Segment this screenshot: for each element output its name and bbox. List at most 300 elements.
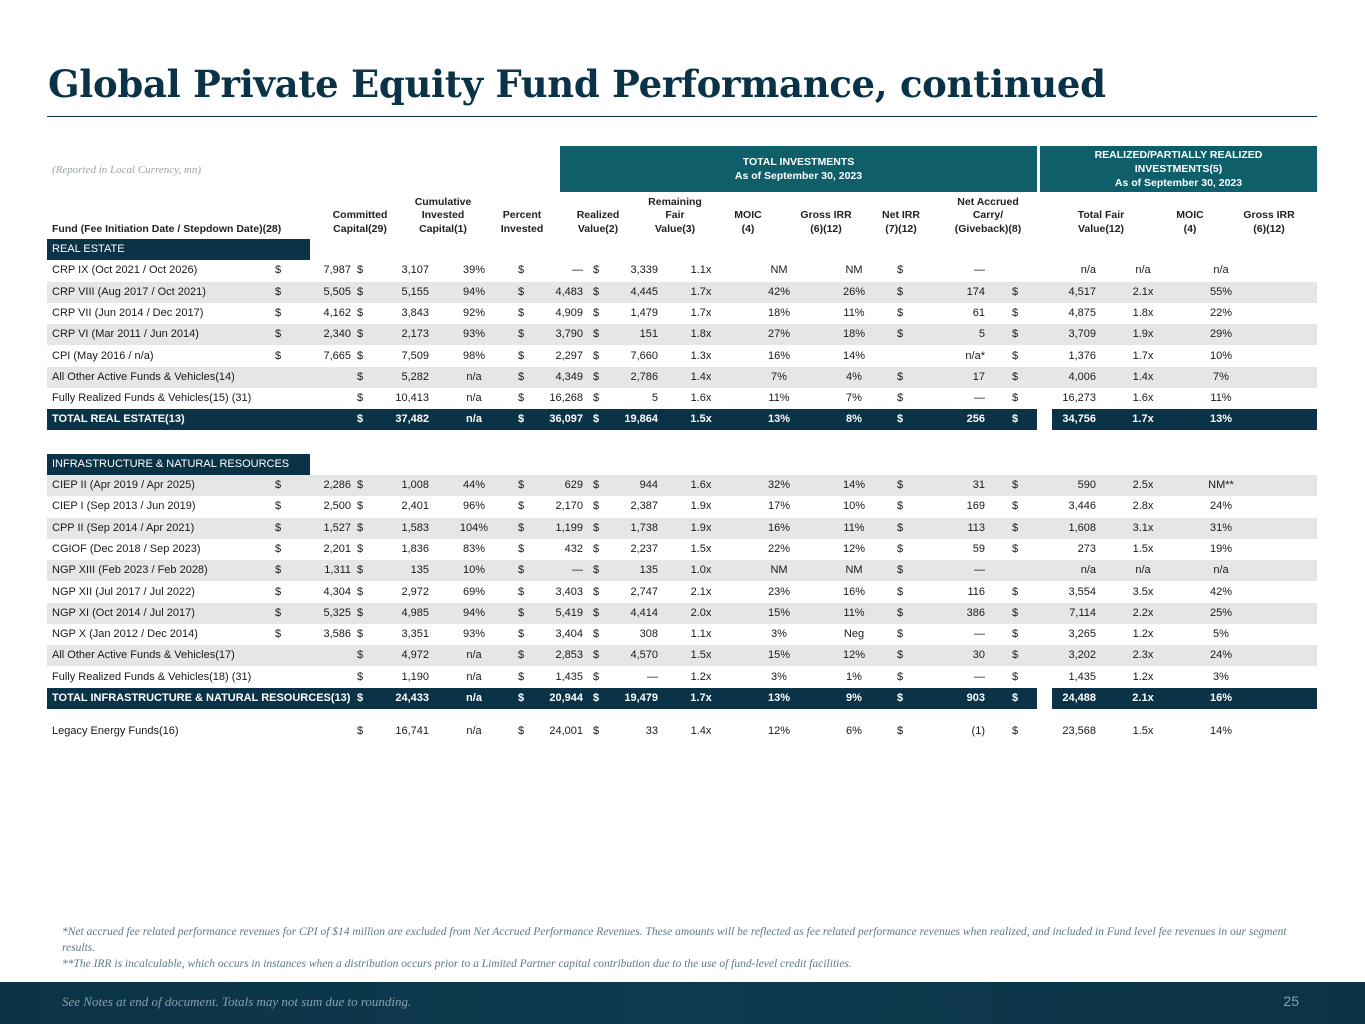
- dollar-sign: $: [357, 628, 364, 641]
- table-row: [47, 303, 1317, 324]
- value-cell: n/a: [466, 725, 482, 738]
- value-cell: 308: [639, 628, 658, 641]
- column-header: [404, 194, 482, 236]
- dollar-sign: $: [518, 606, 525, 619]
- value-cell: 2.2x: [1132, 606, 1154, 619]
- value-cell: 24,001: [549, 725, 583, 738]
- value-cell: 7%: [1213, 370, 1229, 383]
- value-cell: 3,202: [1068, 649, 1096, 662]
- value-cell: 2.0x: [690, 606, 712, 619]
- dollar-sign: $: [357, 649, 364, 662]
- value-cell: 19,479: [624, 692, 658, 704]
- column-header: [1055, 194, 1147, 236]
- value-cell: 3,843: [401, 306, 429, 319]
- dollar-sign: $: [593, 606, 600, 619]
- value-cell: 2,747: [630, 585, 658, 598]
- value-cell: NM: [770, 564, 788, 577]
- value-cell: 4,349: [555, 370, 583, 383]
- value-cell: —: [974, 392, 985, 405]
- page-title: Global Private Equity Fund Performance, continued: [48, 62, 1106, 106]
- fund-name: NGP XII (Jul 2017 / Jul 2022): [52, 585, 195, 598]
- dollar-sign: $: [897, 413, 904, 426]
- value-cell: 94%: [462, 606, 486, 619]
- value-cell: 4,414: [630, 606, 658, 619]
- dollar-sign: $: [357, 306, 364, 319]
- dollar-sign: $: [593, 264, 600, 277]
- value-cell: 34,756: [1062, 413, 1096, 426]
- dollar-sign: $: [897, 479, 904, 491]
- value-cell: n/a: [1080, 264, 1096, 277]
- value-cell: 2,500: [323, 500, 351, 513]
- value-cell: 1,836: [401, 542, 429, 555]
- dollar-sign: $: [897, 370, 904, 383]
- column-header-line: Gross IRR: [800, 209, 852, 221]
- section-header: [47, 454, 310, 475]
- fund-name: CRP VII (Jun 2014 / Dec 2017): [52, 306, 204, 319]
- value-cell: 3,554: [1068, 585, 1096, 598]
- value-cell: 2.1x: [1132, 285, 1154, 298]
- table-row: [47, 475, 1317, 496]
- value-cell: 92%: [462, 306, 486, 319]
- fund-name: CRP VI (Mar 2011 / Jun 2014): [52, 328, 199, 341]
- dollar-sign: $: [357, 413, 364, 426]
- dollar-sign: $: [357, 392, 364, 405]
- fund-name: REAL ESTATE: [52, 243, 125, 255]
- column-header: [565, 194, 631, 236]
- dollar-sign: $: [593, 479, 600, 491]
- dollar-sign: $: [1012, 585, 1019, 598]
- column-header: [322, 194, 398, 236]
- value-cell: 4,483: [555, 285, 583, 298]
- value-cell: —: [974, 564, 985, 577]
- value-cell: 7,114: [1069, 606, 1096, 619]
- value-cell: 7,665: [323, 349, 351, 362]
- value-cell: 1.7x: [690, 285, 712, 298]
- value-cell: 20,944: [549, 692, 583, 704]
- value-cell: 1.7x: [1132, 349, 1154, 362]
- value-cell: n/a: [1080, 564, 1096, 577]
- dollar-sign: $: [357, 370, 364, 383]
- dollar-sign: $: [1012, 670, 1019, 683]
- dollar-sign: $: [1012, 725, 1019, 738]
- value-cell: —: [572, 564, 583, 577]
- dollar-sign: $: [593, 542, 600, 555]
- fund-name: Fully Realized Funds & Vehicles(18) (31): [52, 670, 252, 683]
- value-cell: 13%: [1209, 413, 1233, 426]
- dollar-sign: $: [1012, 500, 1019, 513]
- value-cell: 9%: [846, 692, 862, 704]
- value-cell: 3%: [771, 628, 787, 641]
- column-header-line: Invested: [500, 222, 544, 235]
- dollar-sign: $: [593, 328, 600, 341]
- value-cell: 13%: [767, 692, 791, 704]
- value-cell: 96%: [462, 500, 486, 513]
- dollar-sign: $: [897, 500, 904, 513]
- column-header-line: Capital(1): [419, 222, 467, 235]
- value-cell: 5: [651, 392, 658, 405]
- value-cell: 1.5x: [690, 649, 712, 662]
- value-cell: 7,987: [323, 264, 351, 277]
- value-cell: 4,972: [401, 649, 429, 662]
- dollar-sign: $: [593, 649, 600, 662]
- table-row: [47, 367, 1317, 388]
- dollar-sign: $: [518, 521, 525, 534]
- value-cell: 59: [972, 542, 985, 555]
- value-cell: 3.1x: [1132, 521, 1154, 534]
- value-cell: 5%: [1213, 628, 1229, 641]
- dollar-sign: $: [593, 521, 600, 534]
- value-cell: 7%: [771, 370, 787, 383]
- value-cell: 24,488: [1062, 692, 1096, 704]
- value-cell: 10%: [1209, 349, 1233, 362]
- value-cell: 14%: [842, 349, 866, 362]
- value-cell: (1): [971, 725, 985, 738]
- dollar-sign: $: [357, 285, 364, 298]
- dollar-sign: $: [518, 413, 525, 426]
- value-cell: 1.7x: [1132, 413, 1154, 426]
- value-cell: 3%: [771, 670, 787, 683]
- value-cell: 151: [639, 328, 658, 341]
- fund-name: CRP IX (Oct 2021 / Oct 2026): [52, 264, 198, 277]
- dollar-sign: $: [593, 500, 600, 513]
- value-cell: 31%: [1209, 521, 1233, 534]
- value-cell: 98%: [462, 349, 486, 362]
- value-cell: 19%: [1209, 542, 1233, 555]
- value-cell: 4,875: [1068, 306, 1096, 319]
- value-cell: n/a: [1213, 264, 1229, 277]
- dollar-sign: $: [357, 328, 364, 341]
- dollar-sign: $: [357, 500, 364, 513]
- dollar-sign: $: [275, 479, 282, 491]
- value-cell: 2,972: [401, 585, 429, 598]
- table-row: [47, 324, 1317, 345]
- value-cell: 135: [639, 564, 658, 577]
- value-cell: 1.6x: [690, 392, 712, 405]
- dollar-sign: $: [897, 628, 904, 641]
- column-header-line: (6)(12): [1253, 222, 1285, 235]
- value-cell: 4,909: [555, 306, 583, 319]
- value-cell: n/a: [1135, 264, 1151, 277]
- column-header-line: Fund (Fee Initiation Date / Stepdown Date)(28): [52, 222, 282, 235]
- fund-name: CRP VIII (Aug 2017 / Oct 2021): [52, 285, 206, 298]
- dollar-sign: $: [897, 264, 904, 277]
- dollar-sign: $: [1012, 413, 1019, 426]
- dollar-sign: $: [897, 285, 904, 298]
- dollar-sign: $: [357, 692, 364, 704]
- value-cell: 83%: [462, 542, 486, 555]
- column-header: [497, 194, 547, 236]
- dollar-sign: $: [357, 349, 364, 362]
- value-cell: 3,351: [401, 628, 429, 641]
- value-cell: 39%: [462, 264, 486, 277]
- dollar-sign: $: [357, 564, 364, 577]
- value-cell: 5,282: [401, 370, 429, 383]
- value-cell: 4,006: [1068, 370, 1096, 383]
- value-cell: 17: [972, 370, 985, 383]
- column-header-line: Net IRR: [882, 209, 920, 221]
- value-cell: 1.2x: [1132, 628, 1154, 641]
- dollar-sign: $: [897, 328, 904, 341]
- value-cell: 2.8x: [1132, 500, 1154, 513]
- column-header-line: Net Accrued: [957, 195, 1019, 208]
- value-cell: 61: [972, 306, 985, 319]
- value-cell: 27%: [767, 328, 791, 341]
- value-cell: 1,008: [401, 479, 429, 491]
- dollar-sign: $: [1012, 306, 1019, 319]
- dollar-sign: $: [275, 564, 282, 577]
- dollar-sign: $: [593, 285, 600, 298]
- dollar-sign: $: [518, 392, 525, 405]
- dollar-sign: $: [593, 349, 600, 362]
- group-title: TOTAL INVESTMENTS: [742, 156, 855, 168]
- dollar-sign: $: [1012, 692, 1019, 704]
- value-cell: 23,568: [1062, 725, 1096, 738]
- column-header-line: Value(2): [577, 222, 619, 235]
- value-cell: 33: [645, 725, 658, 738]
- value-cell: 16%: [767, 349, 791, 362]
- units-note: (Reported in Local Currency, mn): [52, 164, 201, 176]
- value-cell: 42%: [767, 285, 791, 298]
- value-cell: 2,297: [555, 349, 583, 362]
- value-cell: 55%: [1209, 285, 1233, 298]
- dollar-sign: $: [518, 670, 525, 683]
- value-cell: 5,325: [323, 606, 351, 619]
- value-cell: 1.3x: [690, 349, 712, 362]
- column-header-line: Realized: [576, 209, 620, 221]
- group-header-realized: [1040, 146, 1317, 192]
- dollar-sign: $: [1012, 628, 1019, 641]
- value-cell: 944: [639, 479, 658, 491]
- column-header-line: (7)(12): [885, 222, 917, 235]
- dollar-sign: $: [275, 606, 282, 619]
- dollar-sign: $: [593, 564, 600, 577]
- value-cell: 16,273: [1062, 392, 1096, 405]
- group-header-total-investments: [560, 146, 1037, 192]
- value-cell: 1,527: [323, 521, 351, 534]
- dollar-sign: $: [518, 349, 525, 362]
- value-cell: 1.1x: [690, 264, 712, 277]
- value-cell: 16%: [1209, 692, 1233, 704]
- dollar-sign: $: [357, 606, 364, 619]
- value-cell: 10%: [842, 500, 866, 513]
- column-header-line: Remaining: [648, 195, 702, 208]
- value-cell: 2.5x: [1132, 479, 1154, 491]
- dollar-sign: $: [275, 328, 282, 341]
- value-cell: 903: [966, 692, 985, 704]
- value-cell: 5,419: [555, 606, 583, 619]
- value-cell: 5,155: [401, 285, 429, 298]
- value-cell: —: [974, 628, 985, 641]
- group-title: REALIZED/PARTIALLY REALIZED: [1094, 149, 1263, 161]
- column-header-line: Capital(29): [333, 222, 387, 235]
- value-cell: 32%: [767, 479, 791, 491]
- column-header: [872, 194, 930, 236]
- dollar-sign: $: [1012, 479, 1019, 491]
- value-cell: 2,401: [401, 500, 429, 513]
- value-cell: 4,162: [323, 306, 351, 319]
- value-cell: 1.1x: [690, 628, 712, 641]
- dollar-sign: $: [275, 628, 282, 641]
- value-cell: 10,413: [395, 392, 429, 405]
- dollar-sign: $: [518, 692, 525, 704]
- value-cell: 273: [1077, 542, 1096, 555]
- title-divider: [47, 116, 1317, 117]
- value-cell: n/a: [1213, 564, 1229, 577]
- value-cell: 1.9x: [690, 500, 712, 513]
- column-header-line: Invested: [421, 209, 465, 221]
- value-cell: 135: [410, 564, 429, 577]
- fund-name: TOTAL INFRASTRUCTURE & NATURAL RESOURCES(13): [52, 692, 351, 704]
- value-cell: 3,403: [555, 585, 583, 598]
- column-header-line: MOIC: [734, 209, 762, 221]
- column-header-line: (Giveback)(8): [954, 222, 1022, 235]
- value-cell: 4,445: [630, 285, 658, 298]
- value-cell: 3%: [1213, 670, 1229, 683]
- value-cell: 1.2x: [690, 670, 712, 683]
- value-cell: 1,435: [555, 670, 583, 683]
- dollar-sign: $: [1012, 349, 1019, 362]
- page-number: 25: [1283, 993, 1299, 1009]
- value-cell: 12%: [842, 542, 866, 555]
- value-cell: 12%: [767, 725, 791, 738]
- value-cell: 1.8x: [1132, 306, 1154, 319]
- dollar-sign: $: [593, 725, 600, 738]
- table-row: [47, 282, 1317, 303]
- dollar-sign: $: [1012, 328, 1019, 341]
- table-row: [47, 721, 1317, 742]
- dollar-sign: $: [593, 692, 600, 704]
- value-cell: 3,107: [401, 264, 429, 277]
- dollar-sign: $: [518, 370, 525, 383]
- value-cell: 94%: [462, 285, 486, 298]
- value-cell: 11%: [843, 306, 865, 319]
- dollar-sign: $: [593, 392, 600, 405]
- value-cell: 2,786: [630, 370, 658, 383]
- table-row: [47, 260, 1317, 281]
- value-cell: 19,864: [624, 413, 658, 426]
- dollar-sign: $: [897, 542, 904, 555]
- dollar-sign: $: [518, 500, 525, 513]
- dollar-sign: $: [897, 392, 904, 405]
- dollar-sign: $: [1012, 521, 1019, 534]
- dollar-sign: $: [357, 264, 364, 277]
- table-row: [47, 388, 1317, 409]
- value-cell: 1%: [846, 670, 862, 683]
- value-cell: 4,985: [401, 606, 429, 619]
- fund-name: CIEP II (Apr 2019 / Apr 2025): [52, 479, 195, 491]
- value-cell: 18%: [842, 328, 866, 341]
- total-band: [47, 409, 1037, 430]
- value-cell: 11%: [768, 392, 790, 405]
- column-header-line: Carry/: [972, 209, 1004, 221]
- table-row: [47, 518, 1317, 539]
- value-cell: n/a: [466, 670, 482, 683]
- column-header: [725, 194, 771, 236]
- value-cell: n/a: [466, 649, 482, 662]
- fund-name: NGP XIII (Feb 2023 / Feb 2028): [52, 564, 208, 577]
- table-row: [47, 582, 1317, 603]
- value-cell: 1,199: [555, 521, 583, 534]
- table-row: [47, 496, 1317, 517]
- value-cell: n/a*: [965, 349, 985, 362]
- value-cell: 3,265: [1068, 628, 1096, 641]
- value-cell: 7,660: [630, 349, 658, 362]
- value-cell: 1,190: [401, 670, 429, 683]
- footnotes: [62, 924, 1312, 972]
- value-cell: 12%: [842, 649, 866, 662]
- fund-name: INFRASTRUCTURE & NATURAL RESOURCES: [52, 457, 290, 470]
- table-row: [47, 346, 1317, 367]
- value-cell: 590: [1077, 479, 1096, 491]
- column-header: [796, 194, 856, 236]
- value-cell: 29%: [1209, 328, 1233, 341]
- dollar-sign: $: [275, 585, 282, 598]
- column-header-line: Committed: [332, 209, 388, 221]
- value-cell: 16,741: [395, 725, 429, 738]
- value-cell: 69%: [462, 585, 486, 598]
- value-cell: 24,433: [395, 692, 429, 704]
- value-cell: 17%: [767, 500, 791, 513]
- column-header-line: Fair: [665, 209, 685, 221]
- value-cell: 4%: [846, 370, 862, 383]
- value-cell: 1.7x: [690, 692, 712, 704]
- dollar-sign: $: [357, 670, 364, 683]
- value-cell: 3,404: [555, 628, 583, 641]
- value-cell: 256: [966, 413, 985, 426]
- column-header: [1238, 194, 1300, 236]
- column-header-line: (6)(12): [810, 222, 842, 235]
- value-cell: 2.3x: [1132, 649, 1154, 662]
- group-date: As of September 30, 2023: [734, 170, 863, 182]
- dollar-sign: $: [897, 725, 904, 738]
- value-cell: 30: [972, 649, 985, 662]
- column-header-line: MOIC: [1176, 209, 1204, 221]
- value-cell: 2.1x: [690, 585, 712, 598]
- fund-name: Fully Realized Funds & Vehicles(15) (31): [52, 392, 252, 405]
- value-cell: 1,376: [1068, 349, 1096, 362]
- footer-note: See Notes at end of document. Totals may not sum due to rounding.: [62, 994, 412, 1009]
- value-cell: 42%: [1209, 585, 1233, 598]
- value-cell: 1.7x: [690, 306, 712, 319]
- value-cell: n/a: [466, 392, 482, 405]
- value-cell: n/a: [466, 413, 482, 426]
- fund-name: All Other Active Funds & Vehicles(17): [52, 649, 235, 662]
- dollar-sign: $: [518, 306, 525, 319]
- fund-name: NGP X (Jan 2012 / Dec 2014): [52, 628, 198, 641]
- fund-name: CPP II (Sep 2014 / Apr 2021): [52, 521, 195, 534]
- table-row: [47, 560, 1317, 581]
- value-cell: 1.6x: [1132, 392, 1154, 405]
- dollar-sign: $: [1012, 285, 1019, 298]
- value-cell: 174: [966, 285, 985, 298]
- value-cell: 3,586: [323, 628, 351, 641]
- footnote-cpi: *Net accrued fee related performance revenues for CPI of $14 million are excluded from Net Accrued Performance Revenues. These amounts will be reflected as fee related performance revenues when realized, and included in Fund level fee revenues in our segment results.: [62, 926, 1287, 954]
- value-cell: 93%: [462, 328, 486, 341]
- dollar-sign: $: [897, 649, 904, 662]
- value-cell: n/a: [1135, 564, 1151, 577]
- value-cell: 44%: [462, 479, 486, 491]
- dollar-sign: $: [897, 606, 904, 619]
- value-cell: 11%: [843, 521, 865, 534]
- value-cell: 3.5x: [1132, 585, 1154, 598]
- value-cell: 4,570: [630, 649, 658, 662]
- value-cell: n/a: [466, 370, 482, 383]
- fund-name: NGP XI (Oct 2014 / Jul 2017): [52, 606, 195, 619]
- value-cell: 432: [564, 542, 583, 555]
- dollar-sign: $: [357, 585, 364, 598]
- dollar-sign: $: [275, 521, 282, 534]
- value-cell: 1.8x: [690, 328, 712, 341]
